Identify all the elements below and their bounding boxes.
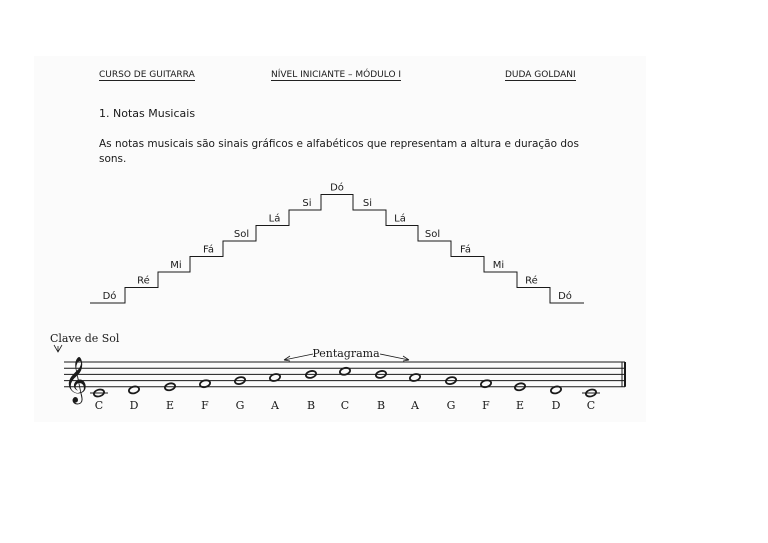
note-letter: G: [235, 399, 245, 412]
note-letter: B: [376, 399, 386, 412]
note-letter: F: [482, 399, 490, 412]
note-letter: F: [201, 399, 209, 412]
staircase-note-label: Mi: [170, 260, 182, 271]
note-letter: C: [94, 399, 104, 412]
note-letter: A: [271, 399, 279, 412]
staff-label: Pentagrama: [312, 347, 380, 360]
note-letter: E: [515, 399, 525, 412]
note-letter: D: [129, 399, 139, 412]
staircase-note-label: Ré: [525, 275, 538, 287]
staff-arrow-left-icon: [284, 354, 313, 361]
clef-arrow-icon: [54, 345, 62, 352]
staircase-note-label: Si: [302, 198, 312, 209]
staircase-note-label: Fá: [460, 244, 471, 256]
staircase-note-label: Dó: [558, 291, 572, 302]
note-letter: B: [306, 399, 316, 412]
staircase-note-label: Sol: [424, 229, 441, 240]
intro-paragraph: As notas musicais são sinais gráficos e alfabéticos que representam a altura e duração dos sons.: [99, 138, 579, 165]
note-letter: C: [586, 399, 596, 412]
treble-staff: [50, 332, 625, 412]
staircase-note-label: Lá: [268, 213, 281, 225]
staircase-note-label: Si: [362, 198, 373, 209]
staircase-note-label: Lá: [394, 213, 406, 225]
staircase-note-label: Fá: [203, 244, 214, 256]
section-title: 1. Notas Musicais: [99, 107, 196, 120]
header-level: NÍVEL INICIANTE – MÓDULO I: [271, 70, 402, 80]
note-letter: G: [446, 399, 456, 412]
header-course: CURSO DE GUITARRA: [99, 70, 195, 80]
staircase-note-label: Dó: [330, 182, 344, 194]
note-letter: A: [411, 399, 419, 412]
notes-staircase: [90, 182, 584, 304]
staff-arrow-right-icon: [380, 354, 409, 361]
header-author: DUDA GOLDANI: [505, 70, 576, 80]
note-letter: D: [551, 399, 561, 412]
staircase-line: [90, 195, 584, 304]
staircase-note-label: Mi: [492, 260, 505, 271]
clef-label: Clave de Sol: [50, 332, 120, 345]
staircase-note-label: Sol: [233, 229, 250, 240]
note-letter: C: [340, 399, 350, 412]
treble-clef-icon: 𝄞: [64, 356, 88, 403]
staircase-note-label: Dó: [102, 291, 117, 302]
staircase-note-label: Ré: [137, 275, 150, 287]
note-letter: E: [165, 399, 175, 412]
